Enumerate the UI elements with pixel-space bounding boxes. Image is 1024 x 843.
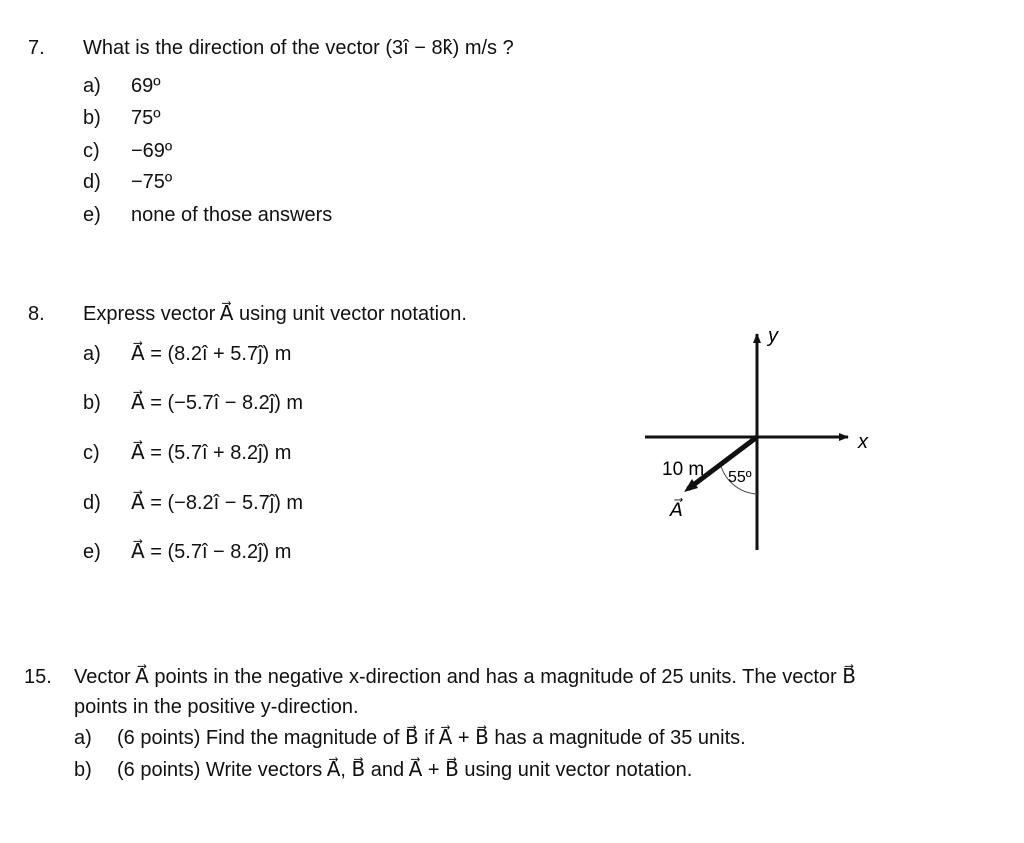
magnitude-label: 10 m xyxy=(662,459,705,480)
question-text: What is the direction of the vector (3î − 8k̂) m/s ? xyxy=(83,37,514,59)
option-label: e) xyxy=(83,204,101,226)
option-label: a) xyxy=(83,75,101,97)
question-text: Express vector A⃗ using unit vector notation. xyxy=(83,303,467,325)
question-number: 7. xyxy=(28,37,45,59)
y-axis-label: y xyxy=(768,325,778,347)
angle-label: 55º xyxy=(728,469,752,486)
option-text: none of those answers xyxy=(131,204,333,226)
option-text: A⃗ = (−5.7î − 8.2ĵ) m xyxy=(131,392,304,414)
option-label: d) xyxy=(83,171,101,193)
vector-diagram xyxy=(630,320,880,560)
option-label: b) xyxy=(83,107,101,129)
part-label: a) xyxy=(74,727,92,749)
vector-label: A⃗ xyxy=(670,500,683,521)
x-axis-label: x xyxy=(858,431,868,453)
option-label: d) xyxy=(83,492,101,514)
option-label: b) xyxy=(83,392,101,414)
option-text: A⃗ = (5.7î + 8.2ĵ) m xyxy=(131,442,292,464)
option-text: A⃗ = (8.2î + 5.7ĵ) m xyxy=(131,343,292,365)
question-number: 8. xyxy=(28,303,45,325)
part-text: (6 points) Find the magnitude of B⃗ if A⃗ + B⃗ has a magnitude of 35 units. xyxy=(117,727,746,749)
option-text: 75º xyxy=(131,107,161,129)
option-label: e) xyxy=(83,541,101,563)
option-label: c) xyxy=(83,442,100,464)
option-text: 69º xyxy=(131,75,161,97)
option-label: c) xyxy=(83,140,100,162)
question-text-line1: Vector A⃗ points in the negative x-direction and has a magnitude of 25 units. The vector B⃗ xyxy=(74,666,856,688)
part-label: b) xyxy=(74,759,92,781)
option-text: A⃗ = (−8.2î − 5.7ĵ) m xyxy=(131,492,304,514)
question-text-line2: points in the positive y-direction. xyxy=(74,696,359,718)
question-number: 15. xyxy=(24,666,52,688)
option-text: −75º xyxy=(131,171,173,193)
part-text: (6 points) Write vectors A⃗, B⃗ and A⃗ + B⃗ using unit vector notation. xyxy=(117,759,693,781)
option-text: A⃗ = (5.7î − 8.2ĵ) m xyxy=(131,541,292,563)
option-label: a) xyxy=(83,343,101,365)
option-text: −69º xyxy=(131,140,173,162)
